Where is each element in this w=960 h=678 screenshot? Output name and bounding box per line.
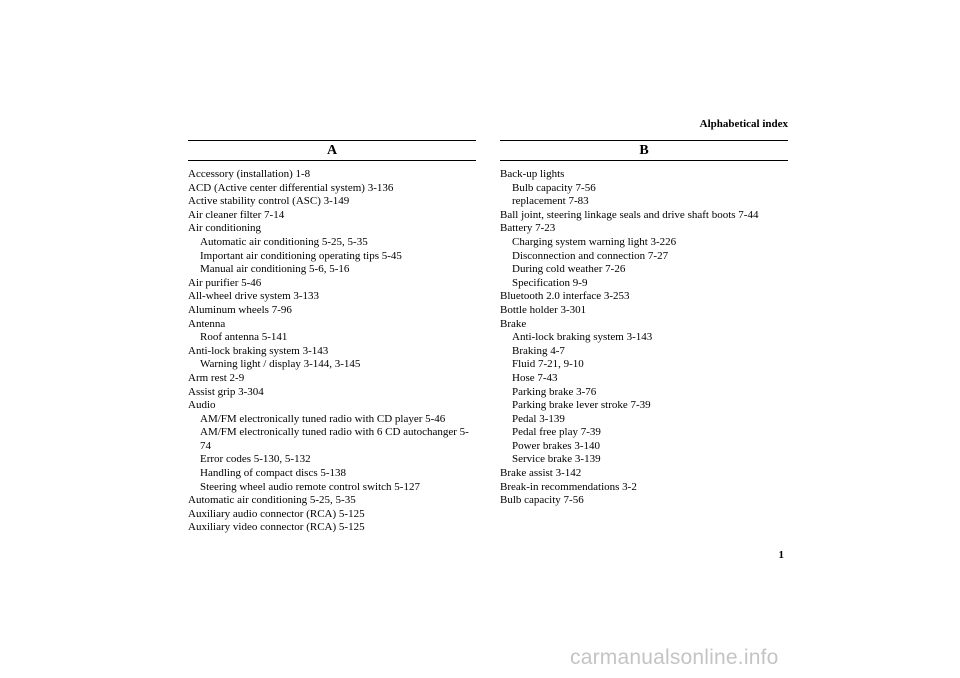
index-subentry: Pedal 3-139 (512, 412, 565, 425)
index-entry: Back-up lights (500, 168, 565, 180)
index-entry: Bluetooth 2.0 interface 3-253 (500, 290, 630, 303)
index-entry: Air conditioning (188, 222, 262, 235)
index-subentry: Pedal free play 7-39 (512, 426, 601, 439)
index-entry: Automatic air conditioning 5-25, 5-35 (188, 494, 356, 507)
index-entry: Antenna (188, 317, 226, 330)
index-subentry: Parking brake lever stroke 7-39 (512, 399, 651, 412)
index-subentry: Error codes 5-130, 5-132 (200, 453, 311, 466)
index-subentry: Power brakes 3-140 (512, 439, 600, 452)
index-section-b (500, 140, 788, 508)
index-subentry: During cold weather 7-26 (512, 263, 626, 276)
index-entry: Battery 7-23 (500, 222, 556, 235)
index-subentry: Parking brake 3-76 (512, 385, 597, 398)
index-entry: Air cleaner filter 7-14 (188, 208, 285, 221)
index-entry: Brake (500, 317, 527, 330)
section-letter-heading: B (500, 140, 788, 161)
index-subentry: Specification 9-9 (512, 276, 588, 289)
index-section-a (188, 140, 476, 535)
index-entry-list (188, 168, 476, 535)
index-subentry: Anti-lock braking system 3-143 (512, 331, 653, 344)
index-entry: Auxiliary audio connector (RCA) 5-125 (188, 507, 365, 520)
index-subentry: Steering wheel audio remote control switch 5-127 (200, 480, 420, 493)
index-subentry: AM/FM electronically tuned radio with 6 CD autochanger 5-74 (200, 426, 469, 452)
index-subentry: Handling of compact discs 5-138 (200, 467, 347, 480)
index-subentry: Automatic air conditioning 5-25, 5-35 (200, 235, 368, 248)
index-entry: All-wheel drive system 3-133 (188, 290, 320, 303)
index-entry: Active stability control (ASC) 3-149 (188, 195, 350, 208)
watermark: carmanualsonline.info (570, 646, 779, 669)
index-subentry: Service brake 3-139 (512, 453, 601, 466)
index-entry: Auxiliary video connector (RCA) 5-125 (188, 521, 365, 534)
index-subentry: AM/FM electronically tuned radio with CD player 5-46 (200, 412, 446, 425)
index-entry: Anti-lock braking system 3-143 (188, 344, 329, 357)
index-entry: Audio (188, 399, 216, 412)
index-subentry: Disconnection and connection 7-27 (512, 249, 669, 262)
index-subentry: Charging system warning light 3-226 (512, 235, 677, 248)
index-entry: Break-in recommendations 3-2 (500, 480, 637, 493)
index-subentry: Manual air conditioning 5-6, 5-16 (200, 263, 350, 276)
index-entry: Arm rest 2-9 (188, 371, 245, 384)
index-subentry: Fluid 7-21, 9-10 (512, 358, 584, 371)
index-entry: Aluminum wheels 7-96 (188, 303, 292, 316)
page-number: 1 (778, 549, 784, 561)
index-entry: Accessory (installation) 1-8 (188, 168, 311, 180)
index-subentry: replacement 7-83 (512, 195, 589, 208)
index-subentry: Hose 7-43 (512, 371, 558, 384)
index-entry: Bottle holder 3-301 (500, 303, 587, 316)
index-subentry: Important air conditioning operating tips 5-45 (200, 249, 402, 262)
index-subentry: Bulb capacity 7-56 (512, 181, 596, 194)
index-entry: ACD (Active center differential system) 3-136 (188, 181, 394, 194)
index-entry: Bulb capacity 7-56 (500, 494, 584, 507)
index-subentry: Braking 4-7 (512, 344, 565, 357)
index-entry: Brake assist 3-142 (500, 467, 582, 480)
index-subentry: Roof antenna 5-141 (200, 331, 288, 344)
running-header: Alphabetical index (699, 118, 788, 130)
section-letter-heading: A (188, 140, 476, 161)
index-entry: Ball joint, steering linkage seals and drive shaft boots 7-44 (500, 208, 759, 221)
index-entry-list (500, 168, 788, 508)
index-entry: Assist grip 3-304 (188, 385, 264, 398)
index-subentry: Warning light / display 3-144, 3-145 (200, 358, 361, 371)
index-entry: Air purifier 5-46 (188, 276, 262, 289)
